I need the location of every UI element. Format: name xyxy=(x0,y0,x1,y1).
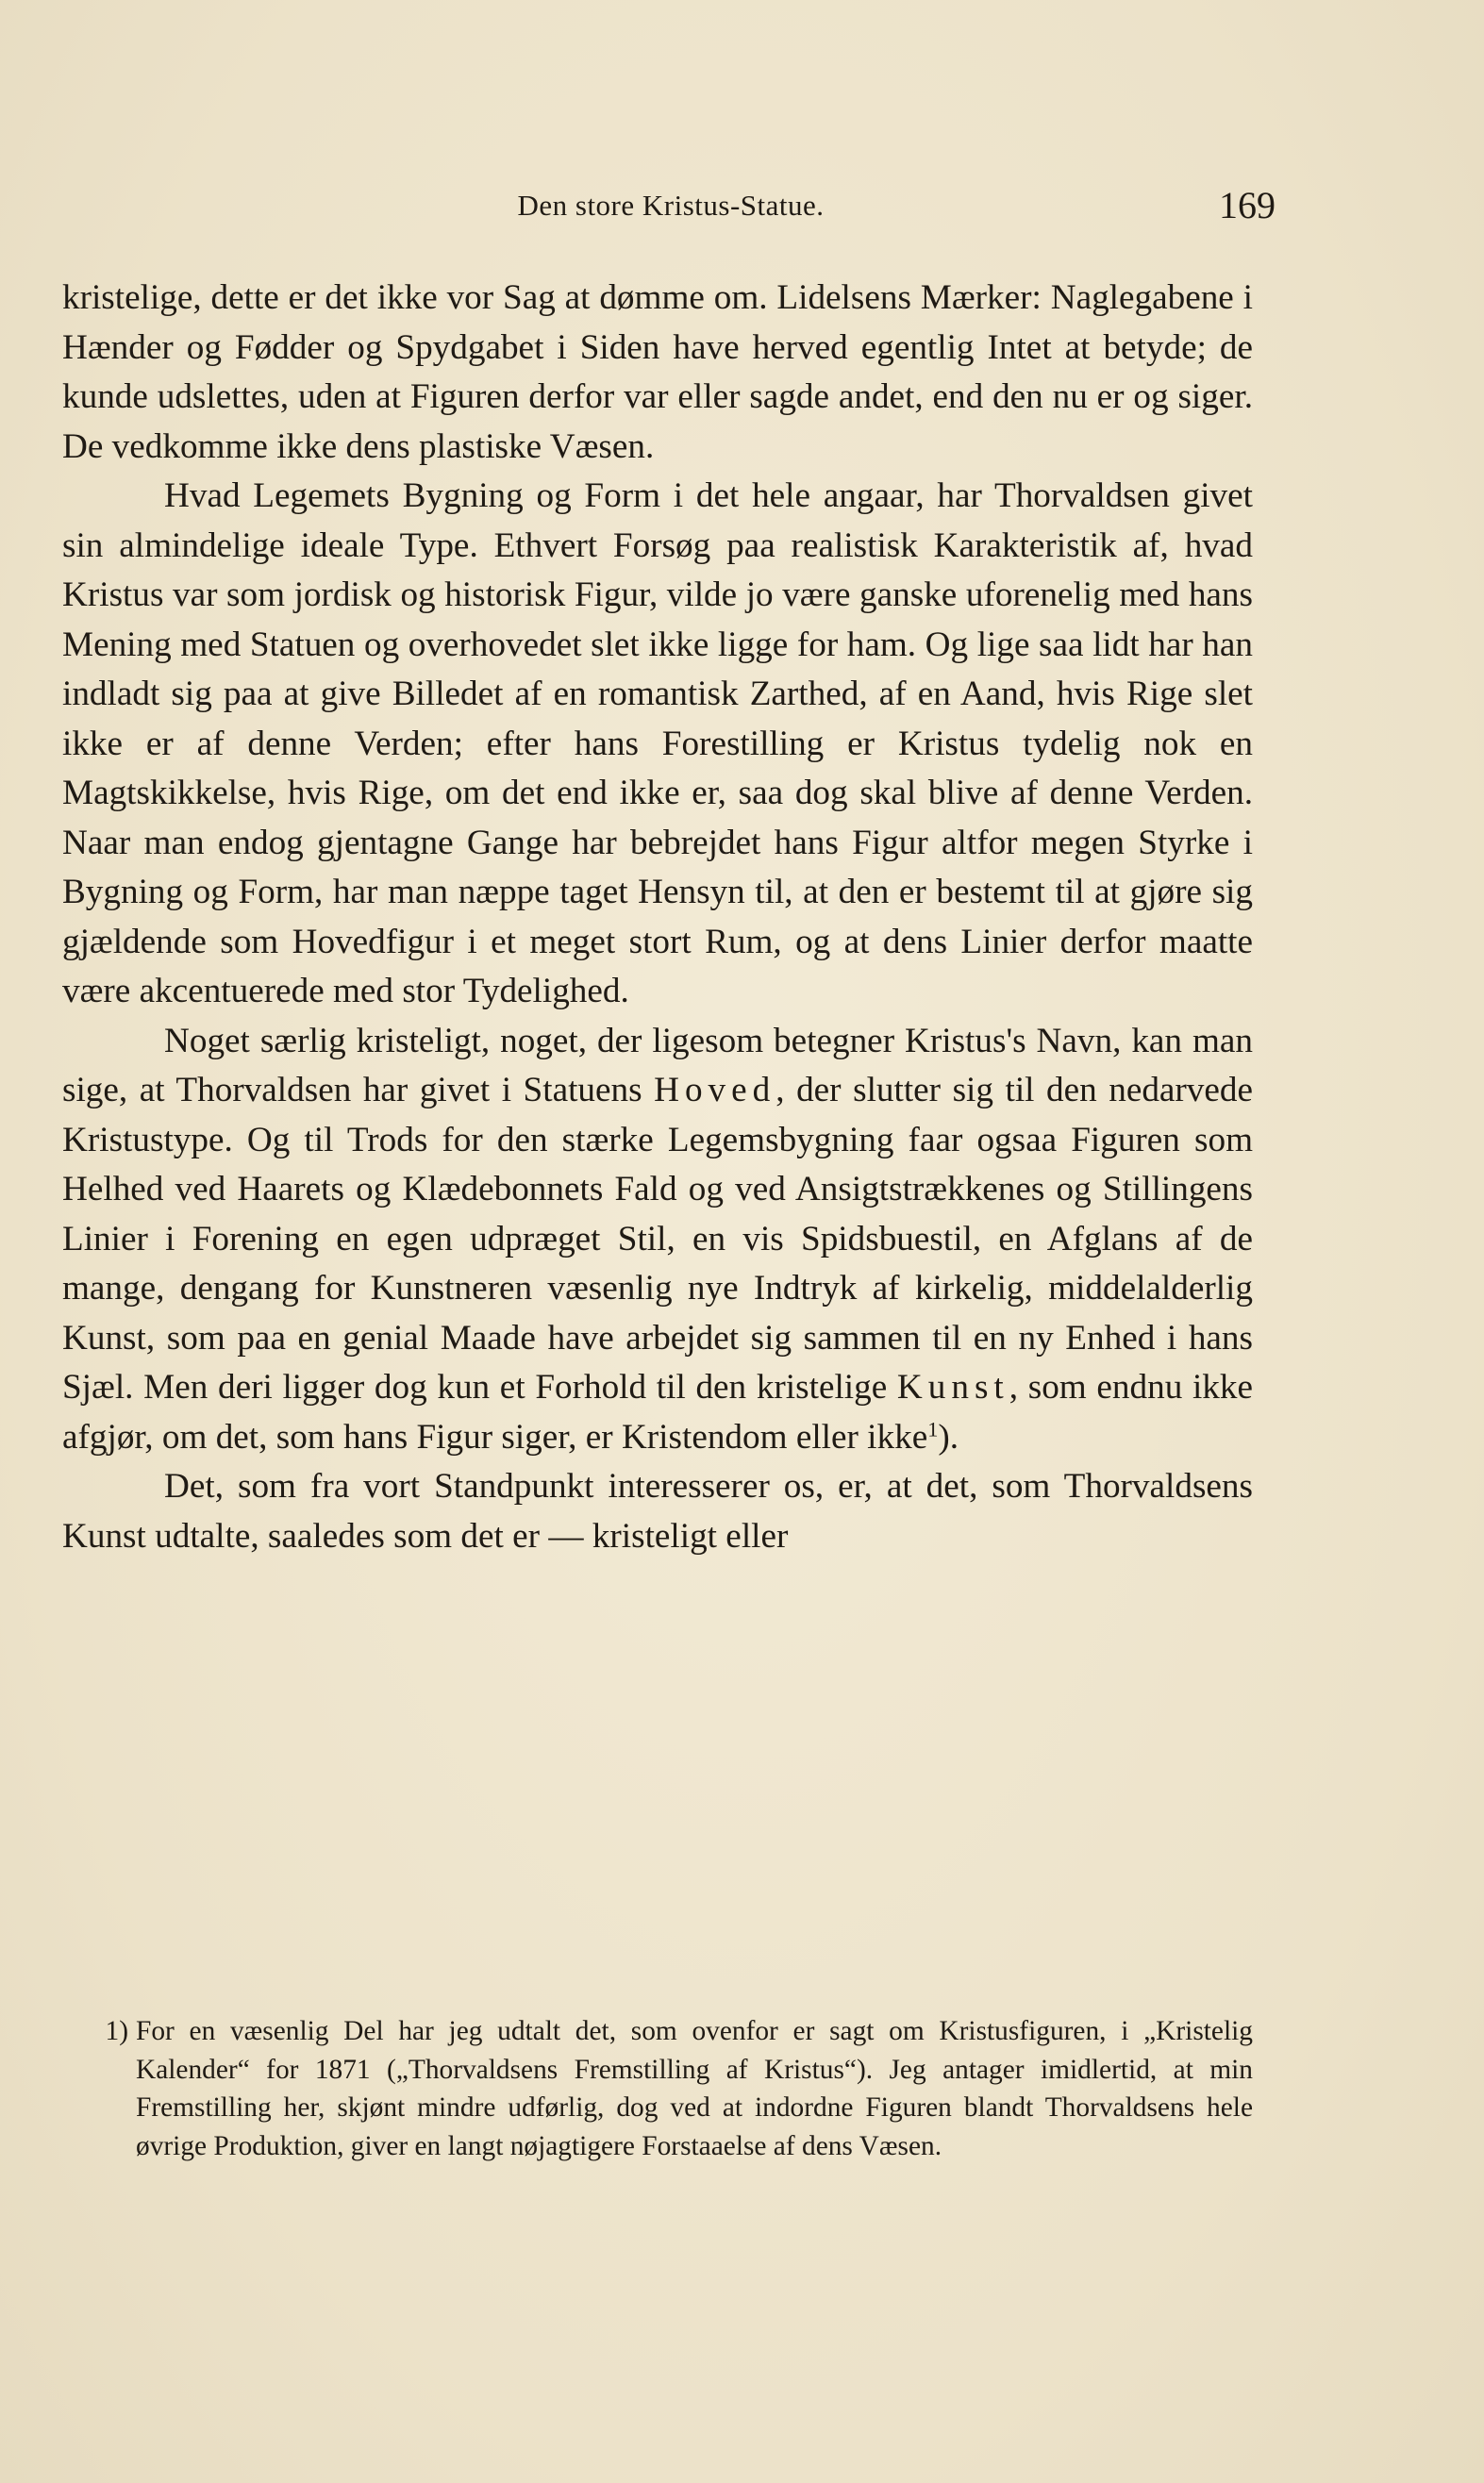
paragraph-1: kristelige, dette er det ikke vor Sag at dømme om. Lidelsens Mærker: Naglegabene i Hænder og Fødder og Spydgabet i Siden have herved egentlig Intet at betyde; de kunde udslettes, uden at Figuren derfor var eller sagde andet, end den nu er og siger. De vedkomme ikke dens plastiske Væsen. xyxy=(62,278,1253,466)
paragraph-3-text-d: ). xyxy=(938,1417,959,1457)
footnote-marker: 1) xyxy=(105,2016,128,2046)
running-title: Den store Kristus-Statue. xyxy=(517,189,825,222)
paragraph-2: Hvad Legemets Bygning og Form i det hele angaar, har Thorvaldsen givet sin almindelige ideale Type. Ethvert Forsøg paa realistisk Karakteristik af, hvad Kristus var som jordisk og historisk Figur, vilde jo være ganske uforenelig med hans Mening med Statuen og overhovedet slet ikke ligge for ham. Og lige saa lidt har han indladt sig paa at give Billedet af en romantisk Zarthed, af en Aand, hvis Rige slet ikke er af denne Verden; efter hans Forestilling er Kristus tydelig nok en Magtskikkelse, hvis Rige, om det end ikke er, saa dog skal blive af denne Verden. Naar man endog gjentagne Gange har bebrejdet hans Figur altfor megen Styrke i Bygning og Form, har man næppe taget Hensyn til, at den er bestemt til at gjøre sig gjældende som Hovedfigur i et meget stort Rum, og at dens Linier derfor maatte være akcentuerede med stor Tydelighed. xyxy=(62,476,1253,1010)
paragraph-3-text-b: , der slutter sig til den nedarvede Kristustype. Og til Trods for den stærke Legemsbygning faar ogsaa Figuren som Helhed ved Haarets og Klædebonnets Fald og ved Ansigtstrækkenes og Stillingens Linier i Forening en egen udpræget Stil, en vis Spidsbuestil, en Afglans af de mange, dengang for Kunstneren væsenlig nye Indtryk af kirkelig, middelalderlig Kunst, som paa en genial Maade have arbejdet sig sammen til en ny Enhed i hans Sjæl. Men deri ligger dog kun et Forhold til den kristelige xyxy=(62,1071,1254,1407)
paragraph-4: Det, som fra vort Standpunkt interesserer os, er, at det, som Thorvaldsens Kunst udtalte, saaledes som det er — kristeligt eller xyxy=(62,1467,1253,1556)
page-number: 169 xyxy=(1219,184,1276,226)
footnote-reference: 1 xyxy=(927,1417,939,1441)
paragraph-3-text-a: Noget særlig kristeligt, noget, der ligesom betegner Kristus's Navn, kan man sige, at Thorvaldsen har givet i Statuens xyxy=(62,1021,1253,1109)
footnote-text: For en væsenlig Del har jeg udtalt det, som ovenfor er sagt om Kristusfiguren, i „Kristelig Kalender“ for 1871 („Thorvaldsens Fremstilling af Kristus“). Jeg antager imidlertid, at min Fremstilling her, skjønt mindre udførlig, dog ved at indordne Figuren blandt Thorvaldsens hele øvrige Produktion, giver en langt nøjagtigere Forstaaelse af dens Væsen. xyxy=(136,2016,1253,2161)
paragraph-3 xyxy=(62,1017,1253,1463)
emphasis-kunst: Kunst xyxy=(896,1368,1009,1407)
footnote-1 xyxy=(79,2012,1253,2165)
paragraph-3-text-c: , som endnu ikke afgjør, om det, som hans Figur siger, er Kristendom eller ikke xyxy=(62,1368,1253,1457)
emphasis-hoved: Hoved xyxy=(654,1071,776,1109)
body-text xyxy=(62,274,1253,1561)
footnotes xyxy=(79,2012,1253,2165)
running-header xyxy=(62,181,1279,228)
